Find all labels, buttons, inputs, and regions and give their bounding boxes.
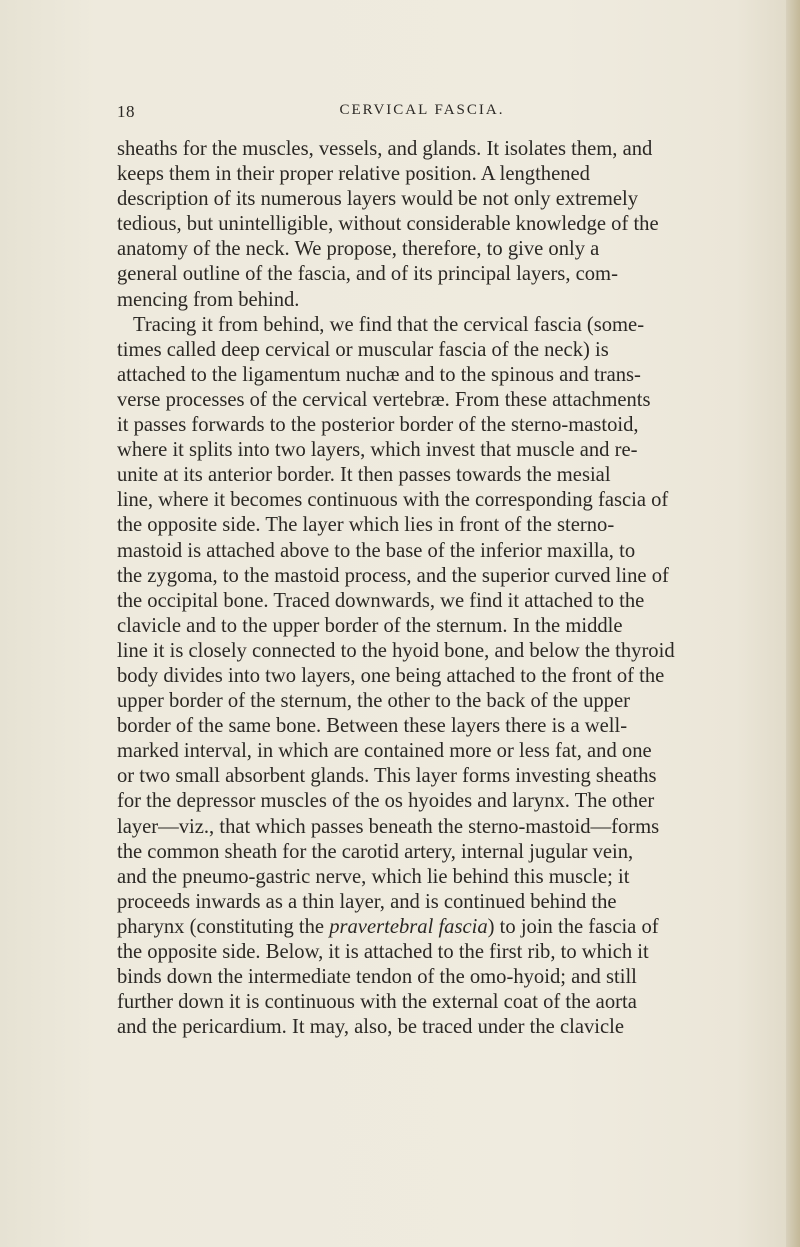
text-line: it passes forwards to the posterior border of the sterno-mastoid,: [117, 414, 639, 437]
text-line: border of the same bone. Between these layers there is a well-: [117, 715, 628, 738]
text-line: layer—viz., that which passes beneath the sterno-mastoid—forms: [117, 815, 660, 838]
text-line: binds down the intermediate tendon of the omo-hyoid; and still: [117, 966, 637, 989]
body-text: [117, 137, 767, 1040]
text-line: for the depressor muscles of the os hyoides and larynx. The other: [117, 790, 655, 813]
text-line: body divides into two layers, one being attached to the front of the: [117, 664, 665, 687]
text-line: further down it is continuous with the external coat of the aorta: [117, 991, 637, 1014]
text-line: line, where it becomes continuous with the corresponding fascia of: [117, 489, 669, 512]
text-line: verse processes of the cervical vertebræ. From these attachments: [117, 388, 651, 411]
text-line: clavicle and to the upper border of the sternum. In the middle: [117, 614, 623, 637]
text-line: [117, 915, 767, 940]
italic-term: pravertebral fascia: [329, 915, 488, 938]
text-line: keeps them in their proper relative position. A lengthened: [117, 163, 590, 186]
text-line: proceeds inwards as a thin layer, and is continued behind the: [117, 890, 617, 913]
text-line: Tracing it from behind, we find that the cervical fascia (some-: [133, 313, 645, 336]
text-line: the opposite side. Below, it is attached to the first rib, to which it: [117, 941, 649, 963]
text-segment: pharynx (constituting the: [117, 915, 330, 938]
text-line: the occipital bone. Traced downwards, we find it attached to the: [117, 589, 645, 612]
text-line: times called deep cervical or muscular fascia of the neck) is: [117, 338, 609, 361]
text-line: tedious, but unintelligible, without considerable knowledge of the: [117, 213, 659, 236]
text-line: sheaths for the muscles, vessels, and glands. It isolates them, and: [117, 138, 653, 160]
text-line: unite at its anterior border. It then passes towards the mesial: [117, 464, 611, 487]
page-header: [117, 102, 727, 126]
page-number: 18: [117, 102, 135, 121]
text-line: general outline of the fascia, and of its principal layers, com-: [117, 263, 618, 286]
text-line: line it is closely connected to the hyoid bone, and below the thyroid: [117, 639, 675, 662]
text-line: and the pneumo-gastric nerve, which lie behind this muscle; it: [117, 865, 630, 888]
text-segment: ) to join the fascia of: [487, 915, 659, 938]
text-line: the common sheath for the carotid artery, internal jugular vein,: [117, 840, 634, 863]
text-line: mencing from behind.: [117, 288, 300, 311]
text-line: where it splits into two layers, which invest that muscle and re-: [117, 439, 638, 462]
page-edge: [786, 0, 800, 1247]
text-line: mastoid is attached above to the base of the inferior maxilla, to: [117, 539, 636, 562]
running-head: CERVICAL FASCIA.: [339, 102, 505, 118]
text-line: anatomy of the neck. We propose, therefore, to give only a: [117, 238, 600, 261]
text-line: description of its numerous layers would be not only extremely: [117, 188, 639, 211]
text-line: and the pericardium. It may, also, be traced under the clavicle: [117, 1016, 624, 1039]
text-line: or two small absorbent glands. This layer forms investing sheaths: [117, 765, 657, 788]
text-line: the opposite side. The layer which lies in front of the sterno-: [117, 514, 615, 537]
text-line: the zygoma, to the mastoid process, and the superior curved line of: [117, 564, 669, 587]
text-line: marked interval, in which are contained more or less fat, and one: [117, 740, 652, 763]
text-line: upper border of the sternum, the other to the back of the upper: [117, 690, 630, 713]
text-line: attached to the ligamentum nuchæ and to the spinous and trans-: [117, 363, 641, 386]
